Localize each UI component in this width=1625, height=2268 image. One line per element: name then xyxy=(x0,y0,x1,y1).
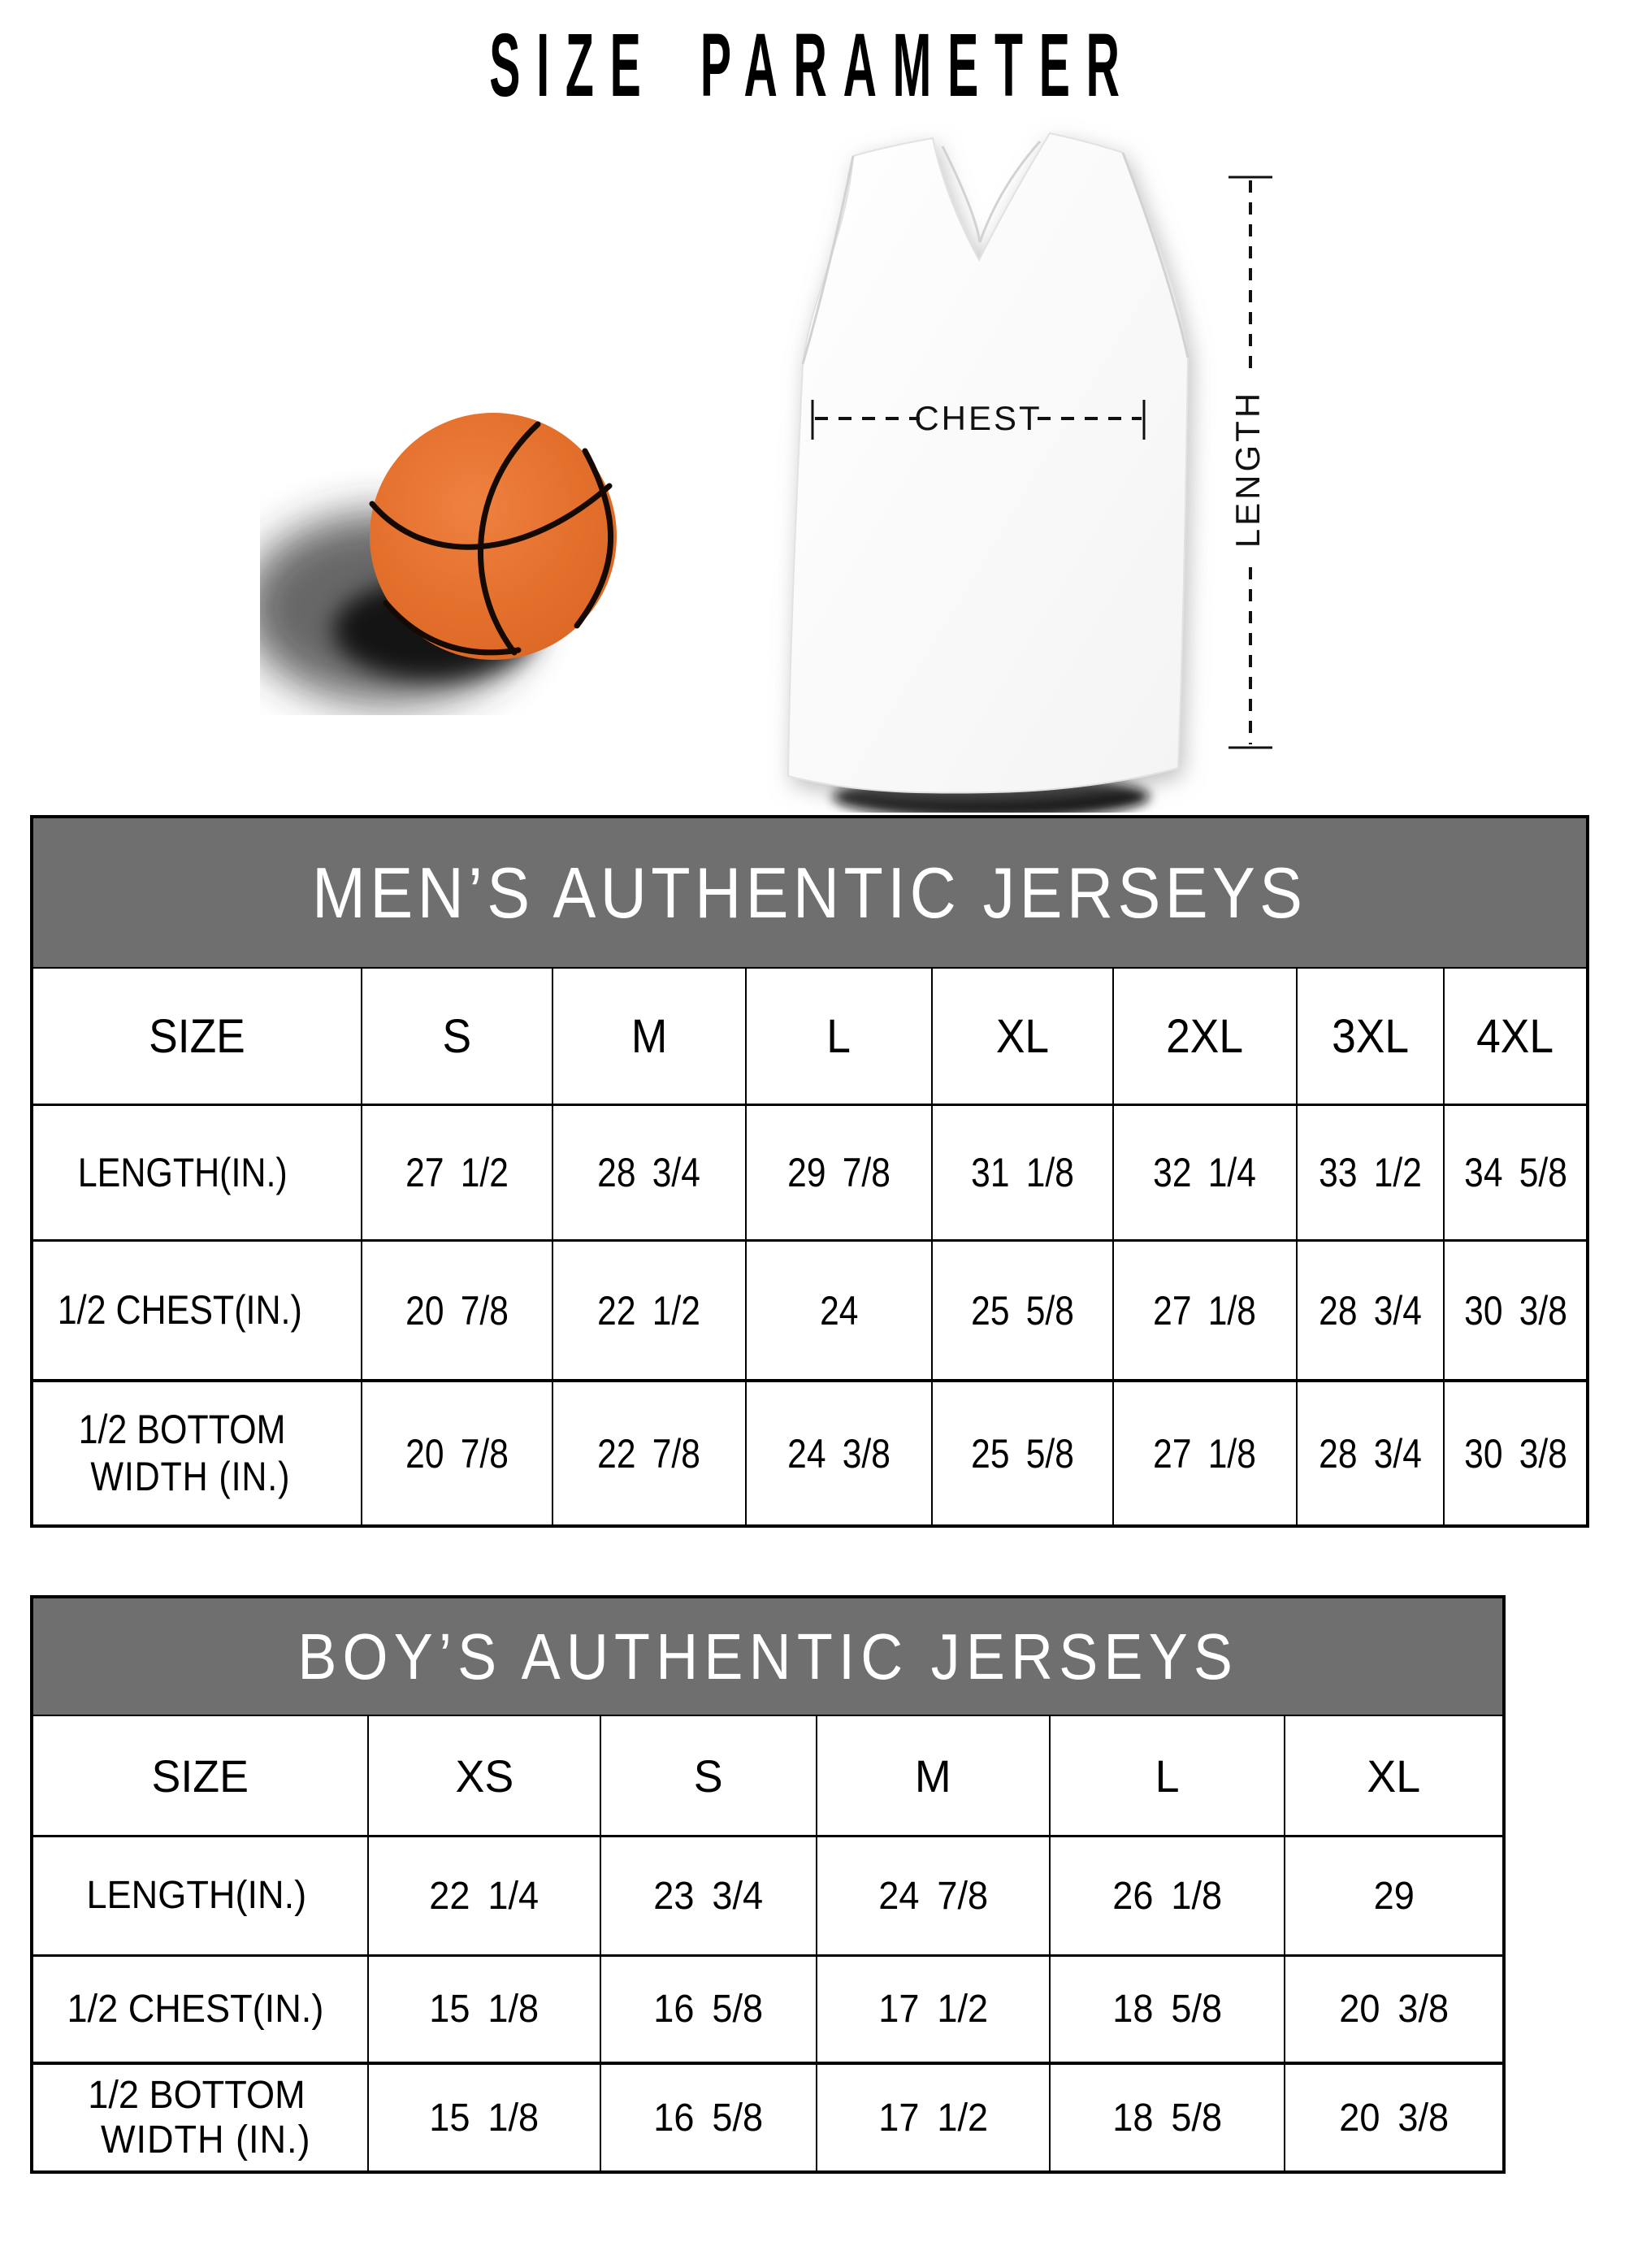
boys-chest-row xyxy=(32,1956,1504,2064)
mens-table-title: MEN’S AUTHENTIC JERSEYS xyxy=(312,852,1307,933)
value-cell: 32 1/4 xyxy=(1113,1105,1297,1241)
boys-size-header-row xyxy=(32,1715,1504,1837)
value-cell: 27 1/8 xyxy=(1113,1241,1297,1381)
boys-bottom-width-row xyxy=(32,2063,1504,2172)
value-cell: 24 7/8 xyxy=(817,1837,1050,1956)
boys-size-col-xl: XL xyxy=(1285,1715,1504,1837)
row-label: 1/2 BOTTOM WIDTH (IN.) xyxy=(87,2073,310,2162)
boys-size-col-l: L xyxy=(1050,1715,1285,1837)
mens-size-col-2xl: 2XL xyxy=(1113,968,1297,1105)
jersey-illustration xyxy=(731,81,1300,813)
mens-table-header-row xyxy=(32,817,1588,968)
value-cell: 20 7/8 xyxy=(362,1241,552,1381)
row-label-cell xyxy=(32,2063,368,2172)
mens-table-header xyxy=(32,817,1588,968)
row-label: LENGTH(IN.) xyxy=(77,1149,288,1195)
mens-size-col-s: S xyxy=(362,968,552,1105)
mens-length-row xyxy=(32,1105,1588,1241)
value-cell: 29 7/8 xyxy=(746,1105,932,1241)
value-cell: 24 3/8 xyxy=(746,1381,932,1526)
row-label-cell xyxy=(32,1381,362,1526)
value-cell: 30 3/8 xyxy=(1444,1381,1588,1526)
chest-dimension-label: CHEST xyxy=(914,399,1042,437)
mens-size-header-row xyxy=(32,968,1588,1105)
basketball-illustration xyxy=(260,366,666,715)
value-cell: 18 5/8 xyxy=(1050,2063,1285,2172)
value-cell: 27 1/8 xyxy=(1113,1381,1297,1526)
row-label-cell xyxy=(32,1956,368,2064)
value-cell: 31 1/8 xyxy=(932,1105,1113,1241)
value-cell: 15 1/8 xyxy=(368,1956,600,2064)
value-cell: 26 1/8 xyxy=(1050,1837,1285,1956)
size-label: SIZE xyxy=(151,1750,249,1802)
row-label: 1/2 CHEST(IN.) xyxy=(57,1287,302,1333)
jersey-shape xyxy=(788,133,1188,793)
page-title: SIZE PARAMETER xyxy=(489,15,1136,115)
value-cell: 28 3/4 xyxy=(1297,1381,1444,1526)
value-cell: 24 xyxy=(746,1241,932,1381)
value-cell: 34 5/8 xyxy=(1444,1105,1588,1241)
value-cell: 23 3/4 xyxy=(600,1837,817,1956)
value-cell: 28 3/4 xyxy=(1297,1241,1444,1381)
mens-size-col-xl: XL xyxy=(932,968,1113,1105)
row-label: LENGTH(IN.) xyxy=(86,1874,307,1918)
mens-size-label-cell xyxy=(32,968,362,1105)
boys-table-title: BOY’S AUTHENTIC JERSEYS xyxy=(297,1620,1238,1693)
mens-bottom-width-row xyxy=(32,1381,1588,1526)
boys-size-col-m: M xyxy=(817,1715,1050,1837)
row-label: 1/2 BOTTOM WIDTH (IN.) xyxy=(78,1407,291,1499)
value-cell: 17 1/2 xyxy=(817,1956,1050,2064)
boys-size-col-xs: XS xyxy=(368,1715,600,1837)
value-cell: 25 5/8 xyxy=(932,1381,1113,1526)
row-label-cell xyxy=(32,1837,368,1956)
row-label: 1/2 CHEST(IN.) xyxy=(67,1987,324,2031)
mens-size-col-3xl: 3XL xyxy=(1297,968,1444,1105)
boys-table-header-row xyxy=(32,1597,1504,1715)
length-dimension-label: LENGTH xyxy=(1228,389,1268,549)
boys-size-label-cell xyxy=(32,1715,368,1837)
value-cell: 15 1/8 xyxy=(368,2063,600,2172)
value-cell: 27 1/2 xyxy=(362,1105,552,1241)
mens-size-col-l: L xyxy=(746,968,932,1105)
value-cell: 25 5/8 xyxy=(932,1241,1113,1381)
value-cell: 20 3/8 xyxy=(1285,2063,1504,2172)
mens-size-col-4xl: 4XL xyxy=(1444,968,1588,1105)
value-cell: 22 1/2 xyxy=(552,1241,746,1381)
value-cell: 33 1/2 xyxy=(1297,1105,1444,1241)
mens-size-table xyxy=(30,815,1589,1528)
value-cell: 30 3/8 xyxy=(1444,1241,1588,1381)
boys-size-table xyxy=(30,1595,1506,2174)
mens-size-col-m: M xyxy=(552,968,746,1105)
row-label-cell xyxy=(32,1105,362,1241)
mens-chest-row xyxy=(32,1241,1588,1381)
value-cell: 22 1/4 xyxy=(368,1837,600,1956)
boys-table-header xyxy=(32,1597,1504,1715)
size-label: SIZE xyxy=(149,1009,245,1063)
value-cell: 22 7/8 xyxy=(552,1381,746,1526)
value-cell: 20 3/8 xyxy=(1285,1956,1504,2064)
value-cell: 28 3/4 xyxy=(552,1105,746,1241)
value-cell: 17 1/2 xyxy=(817,2063,1050,2172)
value-cell: 18 5/8 xyxy=(1050,1956,1285,2064)
boys-size-col-s: S xyxy=(600,1715,817,1837)
value-cell: 16 5/8 xyxy=(600,1956,817,2064)
row-label-cell xyxy=(32,1241,362,1381)
value-cell: 16 5/8 xyxy=(600,2063,817,2172)
value-cell: 29 xyxy=(1285,1837,1504,1956)
value-cell: 20 7/8 xyxy=(362,1381,552,1526)
boys-length-row xyxy=(32,1837,1504,1956)
